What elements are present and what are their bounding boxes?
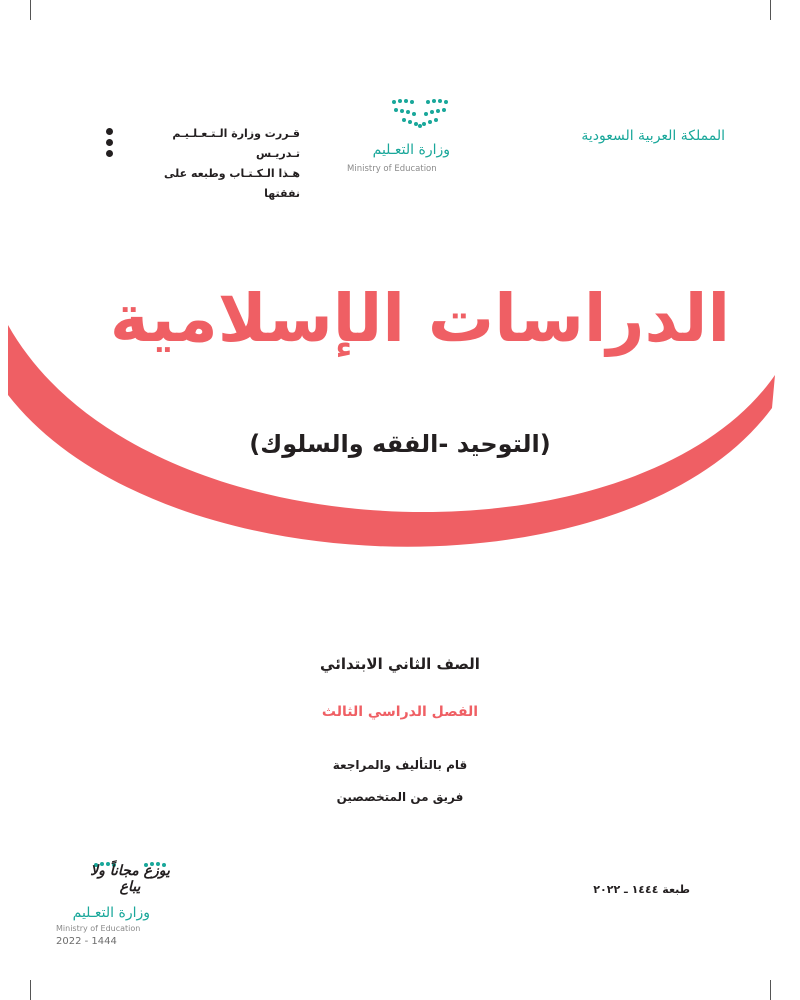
edition-label: طبعة ١٤٤٤ ـ ٢٠٢٢ (593, 883, 690, 896)
authored-by: قام بالتأليف والمراجعة (332, 758, 468, 772)
kingdom-name: المملكة العربية السعودية (581, 128, 725, 144)
semester-label: الفصل الدراسي الثالث (321, 704, 479, 720)
ministry-name-en: Ministry of Education (56, 924, 141, 933)
grade-level: الصف الثاني الابتدائي (320, 655, 480, 673)
book-subtitle: (التوحيد -الفقه والسلوك) (249, 430, 551, 458)
ministry-name-ar: وزارة التعـليم (372, 142, 450, 158)
publication-year: 2022 - 1444 (56, 936, 117, 947)
free-distribution-slogan: يوزع مجاناً ولا يباع (90, 863, 170, 895)
free-distribution-logo (50, 855, 180, 955)
ministry-name-en: Ministry of Education (347, 164, 437, 174)
approval-line: هـذا الـكـتـاب وطبعه على نفقتها (164, 167, 300, 200)
ministry-name-ar: وزارة التعـليم (72, 905, 150, 921)
approval-line: قـررت وزارة الـتـعـلـيـم تـدريـس (172, 127, 300, 160)
author-team: فريق من المتخصصين (336, 790, 464, 804)
book-title: الدراسات الإسلامية (109, 280, 731, 357)
